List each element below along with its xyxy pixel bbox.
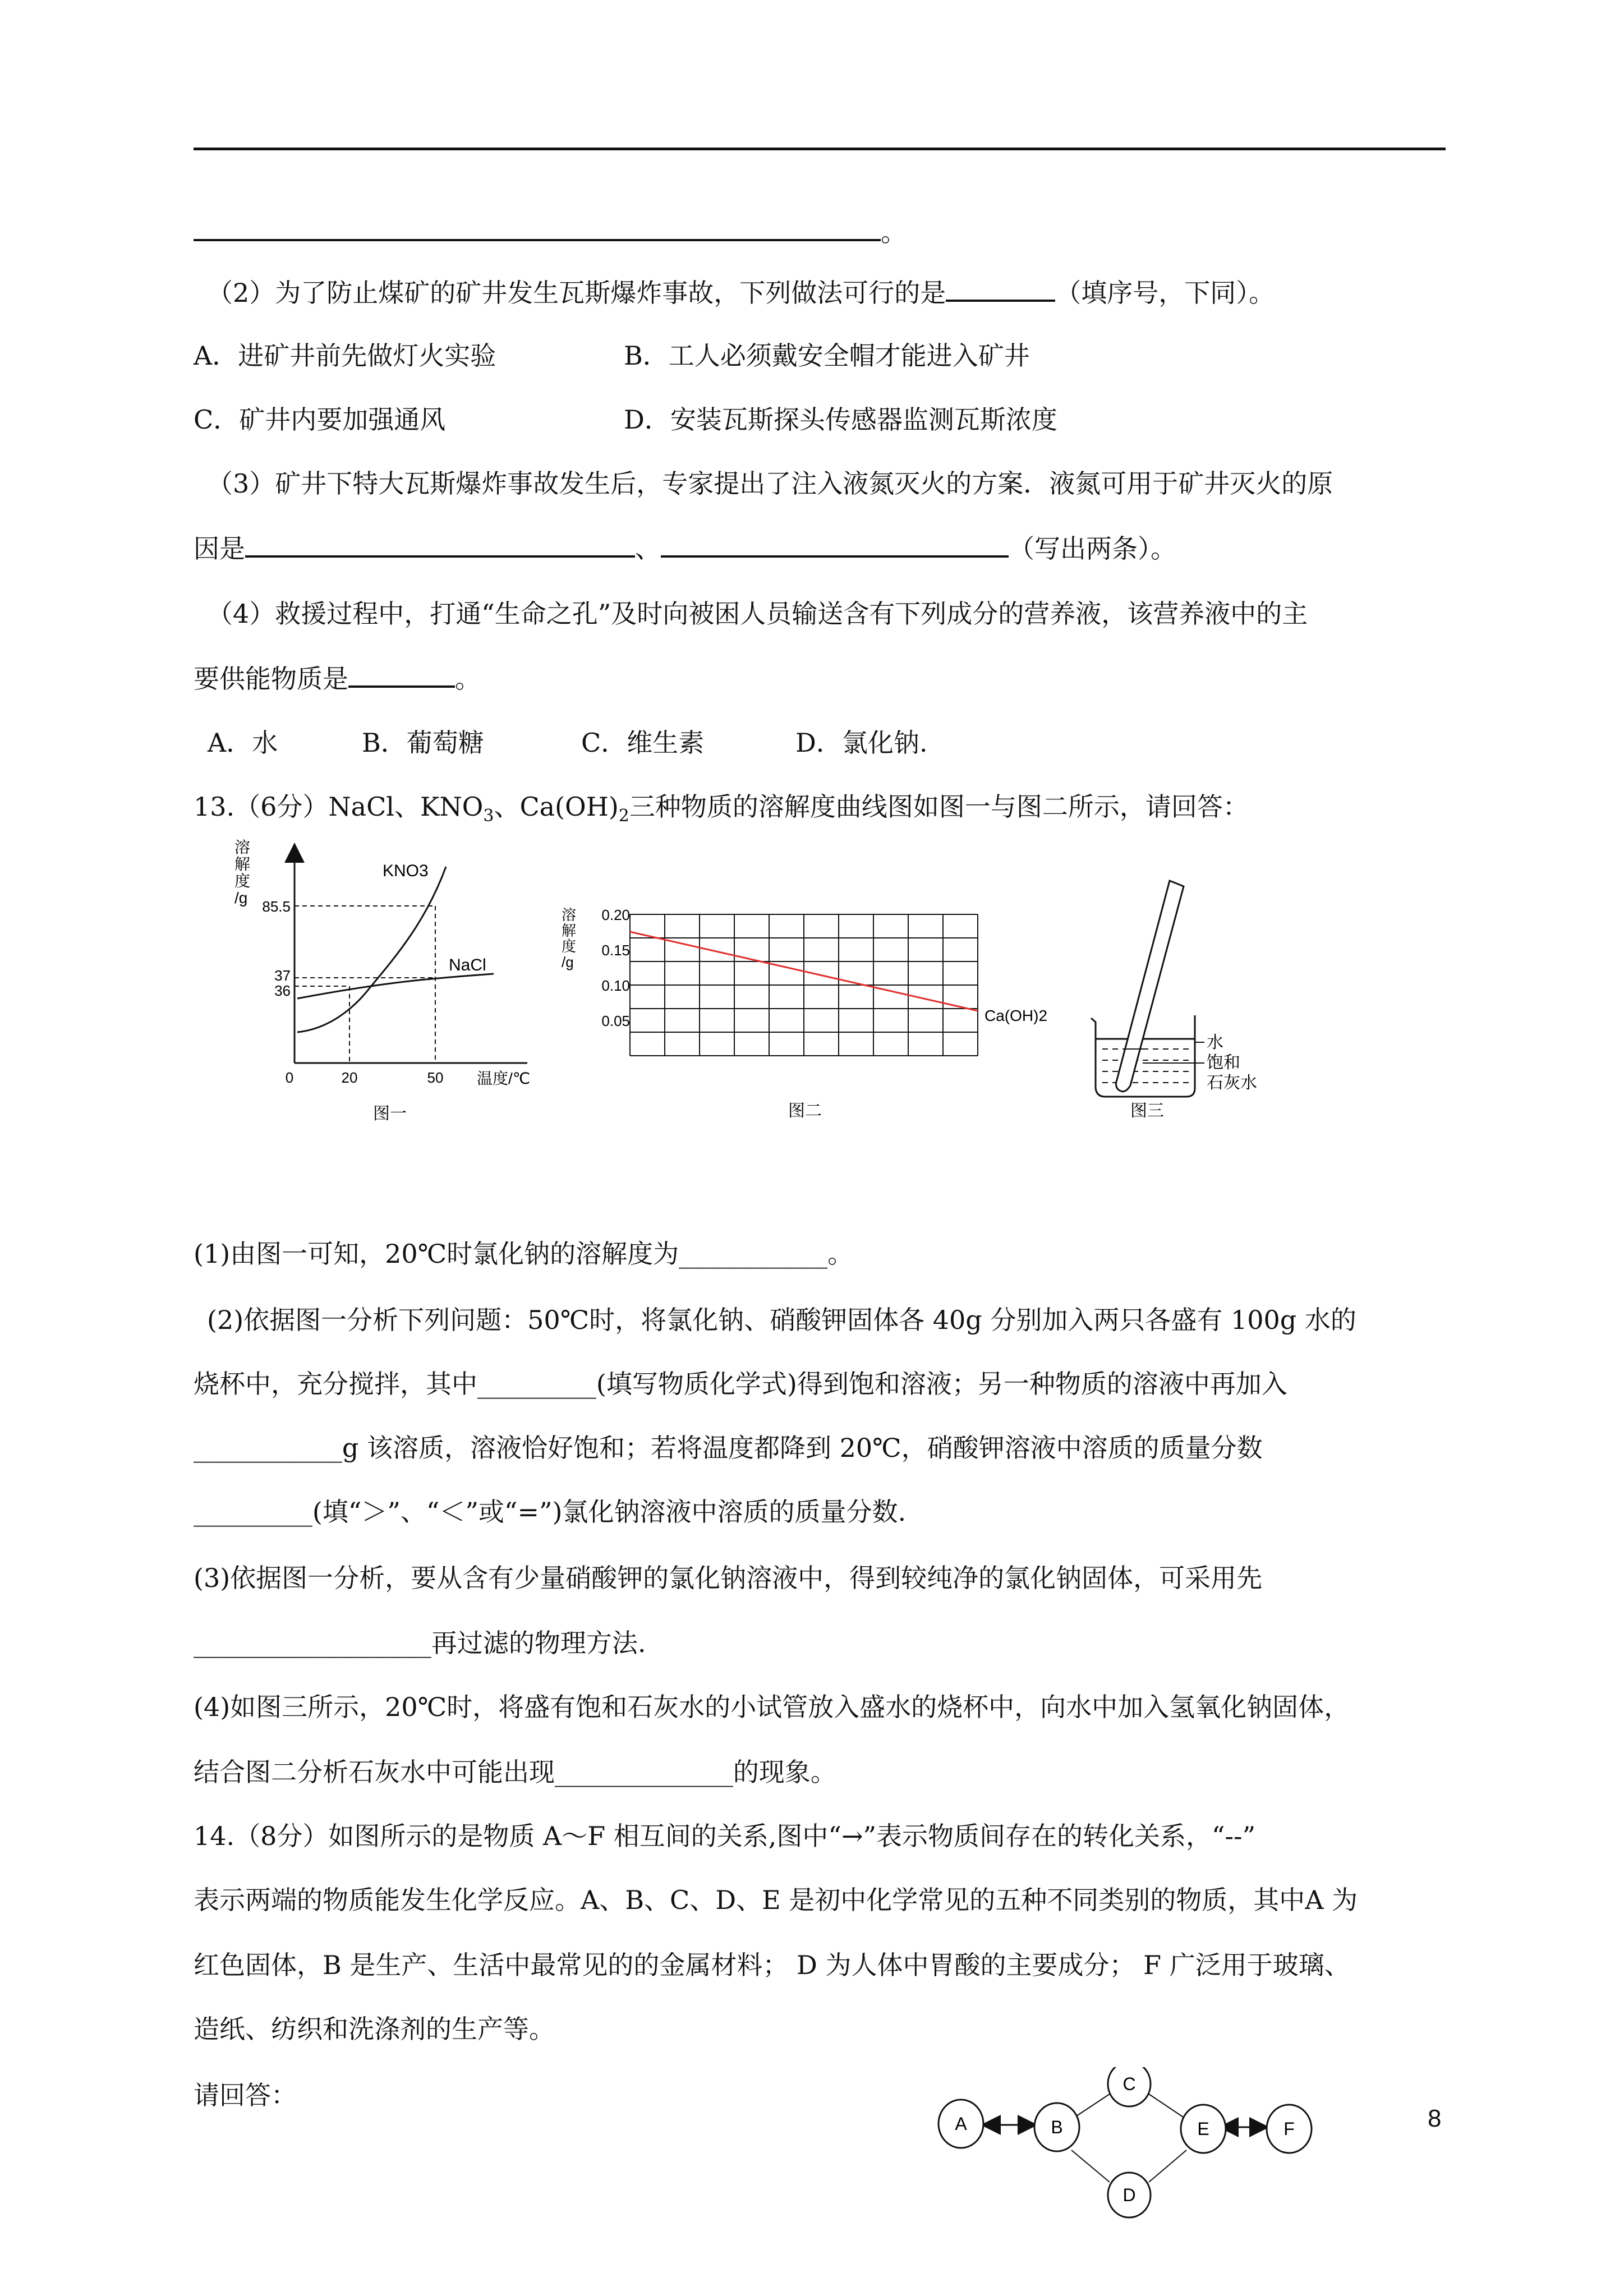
y-tick-label: 36	[274, 982, 291, 999]
link-c-e	[1149, 2094, 1186, 2119]
question-text: 造纸、纺织和洗涤剂的生产等。	[194, 2014, 555, 2044]
x-tick-label: 50	[427, 1069, 444, 1086]
link-b-d	[1071, 2150, 1110, 2182]
question-text: 的现象。	[733, 1757, 836, 1787]
y-tick-label: 0.10	[601, 977, 630, 994]
y-tick-label: 0.15	[601, 942, 630, 959]
y-label-char: 度	[234, 872, 251, 890]
header-rule	[194, 148, 1446, 150]
subscript: 3	[483, 806, 494, 826]
question-text: 。	[827, 1239, 854, 1269]
question-text: 要供能物质是	[194, 664, 348, 694]
figure-1-chart	[230, 836, 544, 1139]
y-label-char: 解	[562, 922, 577, 939]
question-12-4-cont	[194, 661, 481, 696]
question-13-2-cont	[194, 1495, 906, 1530]
answer-blank[interactable]: __________	[679, 1240, 828, 1269]
question-13-2-cont	[194, 1431, 1263, 1466]
figure-2	[558, 903, 1074, 1139]
question-text: (填写物质化学式)得到饱和溶液；另一种物质的溶液中再加入	[596, 1369, 1287, 1399]
figure-1	[230, 836, 544, 1139]
answer-blank[interactable]: ________________	[194, 1630, 431, 1658]
question-text: 因是	[194, 533, 245, 564]
subscript: 2	[618, 806, 629, 826]
figure-caption: 图三	[1130, 1102, 1164, 1120]
water-hatching	[1102, 1049, 1189, 1083]
y-label-char: 溶	[562, 907, 577, 923]
y-label-char: 解	[234, 855, 251, 873]
question-13-2	[194, 1303, 1356, 1337]
question-text: （2）为了防止煤矿的矿井发生瓦斯爆炸事故，下列做法可行的是	[207, 278, 946, 308]
page-number: 8	[1428, 2105, 1442, 2132]
node-label: E	[1197, 2119, 1209, 2139]
option-a: A．进矿井前先做灯火实验	[194, 341, 496, 371]
question-14-prompt	[194, 2078, 297, 2112]
question-text: (填“＞”、“＜”或“=”)氯化钠溶液中溶质的质量分数.	[312, 1497, 907, 1527]
answer-blank[interactable]	[661, 531, 1009, 558]
question-text: 三种物质的溶解度曲线图如图一与图二所示，请回答：	[629, 792, 1249, 822]
question-text: （填序号，下同）。	[1055, 278, 1275, 308]
y-tick-label: 85.5	[262, 898, 291, 915]
question-14	[194, 1819, 1255, 1853]
question-13-2-cont	[194, 1367, 1287, 1402]
question-text: 红色固体，B 是生产、生活中最常见的的金属材料； D 为人体中胃酸的主要成分； F 广泛用于玻璃、	[194, 1950, 1350, 1980]
options-row	[194, 339, 496, 372]
y-label-char: /g	[562, 954, 574, 970]
option-a	[208, 726, 278, 760]
question-13-3	[194, 1561, 1262, 1595]
question-text: (3)依据图一分析，要从含有少量硝酸钾的氯化钠溶液中，得到较纯净的氯化钠固体，可采用先	[194, 1563, 1263, 1593]
question-12-3-cont	[194, 531, 1176, 565]
option-d	[795, 726, 928, 760]
question-text: 。	[455, 664, 481, 694]
options-row	[194, 403, 445, 436]
node-label: B	[1051, 2117, 1063, 2137]
relationship-diagram	[928, 2067, 1377, 2289]
grid	[630, 914, 978, 1056]
question-14-cont	[194, 1883, 1358, 1917]
options-row	[624, 403, 1057, 436]
x-tick-label: 0	[285, 1069, 294, 1086]
question-text: g 该溶质，溶液恰好饱和；若将温度都降到 20℃，硝酸钾溶液中溶质的质量分数	[342, 1433, 1263, 1463]
kno3-curve	[297, 867, 446, 1032]
question-text: (1)由图一可知，20℃时氯化钠的溶解度为	[194, 1239, 679, 1269]
option-c	[581, 726, 704, 760]
node-label: D	[1122, 2185, 1136, 2205]
question-text: （写出两条）。	[1009, 533, 1176, 564]
question-12-2	[194, 275, 1275, 310]
figure-3	[1080, 864, 1304, 1128]
question-13-1	[194, 1237, 853, 1272]
answer-blank[interactable]: ____________	[555, 1759, 733, 1787]
y-tick-label: 0.20	[601, 907, 630, 923]
question-12-4	[194, 597, 1308, 631]
x-tick-label: 20	[341, 1069, 358, 1086]
answer-blank[interactable]	[946, 275, 1055, 302]
question-14-cont	[194, 2012, 555, 2046]
question-text: 结合图二分析石灰水中可能出现	[194, 1757, 555, 1787]
option-text: A．水	[208, 728, 278, 758]
answer-blank[interactable]	[348, 661, 455, 688]
answer-line-continuation	[194, 214, 907, 249]
node-label: A	[955, 2114, 967, 2134]
node-c	[1108, 2067, 1151, 2106]
limewater-label: 石灰水	[1207, 1074, 1257, 1092]
node-b	[1034, 2103, 1079, 2151]
water-label: 水	[1207, 1033, 1223, 1052]
question-13-4	[194, 1690, 1350, 1724]
answer-blank[interactable]: ________	[194, 1498, 312, 1527]
option-d: D．安装瓦斯探头传感器监测瓦斯浓度	[624, 404, 1057, 435]
answer-blank[interactable]: ________	[477, 1370, 596, 1399]
y-label-char: 溶	[234, 839, 251, 856]
y-tick-label: 0.05	[601, 1013, 630, 1029]
node-a	[938, 2100, 983, 2148]
question-13	[194, 790, 1249, 833]
nacl-label: NaCl	[449, 956, 486, 974]
relationship-diagram-svg	[928, 2067, 1377, 2289]
node-label: C	[1122, 2074, 1136, 2094]
y-label-char: /g	[234, 889, 248, 907]
option-b	[362, 726, 484, 760]
node-e	[1181, 2105, 1226, 2153]
question-text: （3）矿井下特大瓦斯爆炸事故发生后，专家提出了注入液氮灭火的方案．液氮可用于矿井灭火的原	[207, 468, 1333, 499]
option-text: C．维生素	[581, 728, 705, 758]
node-f	[1267, 2105, 1312, 2153]
question-text: （4）救援过程中，打通“生命之孔”及时向被困人员输送含有下列成分的营养液，该营养液中的主	[207, 599, 1308, 629]
question-text: 14.（8分）如图所示的是物质 A～F 相互间的关系,图中“→”表示物质间存在的转化关系，“--”	[194, 1821, 1256, 1851]
link-d-e	[1149, 2150, 1186, 2182]
question-14-cont	[194, 1948, 1350, 1982]
text: 。	[881, 217, 907, 247]
question-12-3	[194, 467, 1333, 500]
limewater-label: 饱和	[1207, 1053, 1240, 1072]
figure-2-chart	[558, 903, 1074, 1139]
options-row	[624, 339, 1030, 372]
question-text: (2)依据图一分析下列问题：50℃时，将氯化钠、硝酸钾固体各 40g 分别加入两只各盛有 100g 水的	[207, 1305, 1356, 1335]
node-label: F	[1283, 2119, 1295, 2139]
question-13-3-cont	[194, 1626, 646, 1661]
option-b: B．工人必须戴安全帽才能进入矿井	[624, 341, 1030, 371]
node-d	[1108, 2173, 1151, 2217]
question-text: 烧杯中，充分搅拌，其中	[194, 1369, 477, 1399]
question-text: 、	[635, 533, 661, 564]
option-text: B．葡萄糖	[362, 728, 484, 758]
question-text: 13.（6分）NaCl、KNO	[194, 792, 484, 822]
x-axis-label: 温度/℃	[477, 1070, 531, 1087]
kno3-label: KNO3	[383, 862, 429, 880]
y-label-char: 度	[562, 938, 577, 955]
figure-3-beaker	[1080, 864, 1304, 1128]
question-text: 请回答：	[194, 2080, 297, 2110]
figure-caption: 图二	[788, 1102, 822, 1120]
question-text: 表示两端的物质能发生化学反应。A、B、C、D、E 是初中化学常见的五种不同类别的物质，其中A 为	[194, 1885, 1358, 1915]
caoh2-label: Ca(OH)2	[984, 1007, 1048, 1024]
option-text: D．氯化钠.	[795, 728, 928, 758]
answer-blank[interactable]: __________	[194, 1434, 342, 1463]
question-13-4-cont	[194, 1755, 836, 1790]
option-c: C．矿井内要加强通风	[194, 404, 446, 435]
answer-blank[interactable]	[194, 214, 881, 241]
question-text: 再过滤的物理方法.	[431, 1628, 646, 1658]
answer-blank[interactable]	[245, 531, 635, 558]
question-text: (4)如图三所示，20℃时，将盛有饱和石灰水的小试管放入盛水的烧杯中，向水中加入氢氧化钠固体，	[194, 1692, 1350, 1722]
y-tick-label: 37	[274, 967, 291, 984]
figure-caption: 图一	[373, 1105, 407, 1123]
question-text: 、Ca(OH)	[494, 792, 619, 822]
